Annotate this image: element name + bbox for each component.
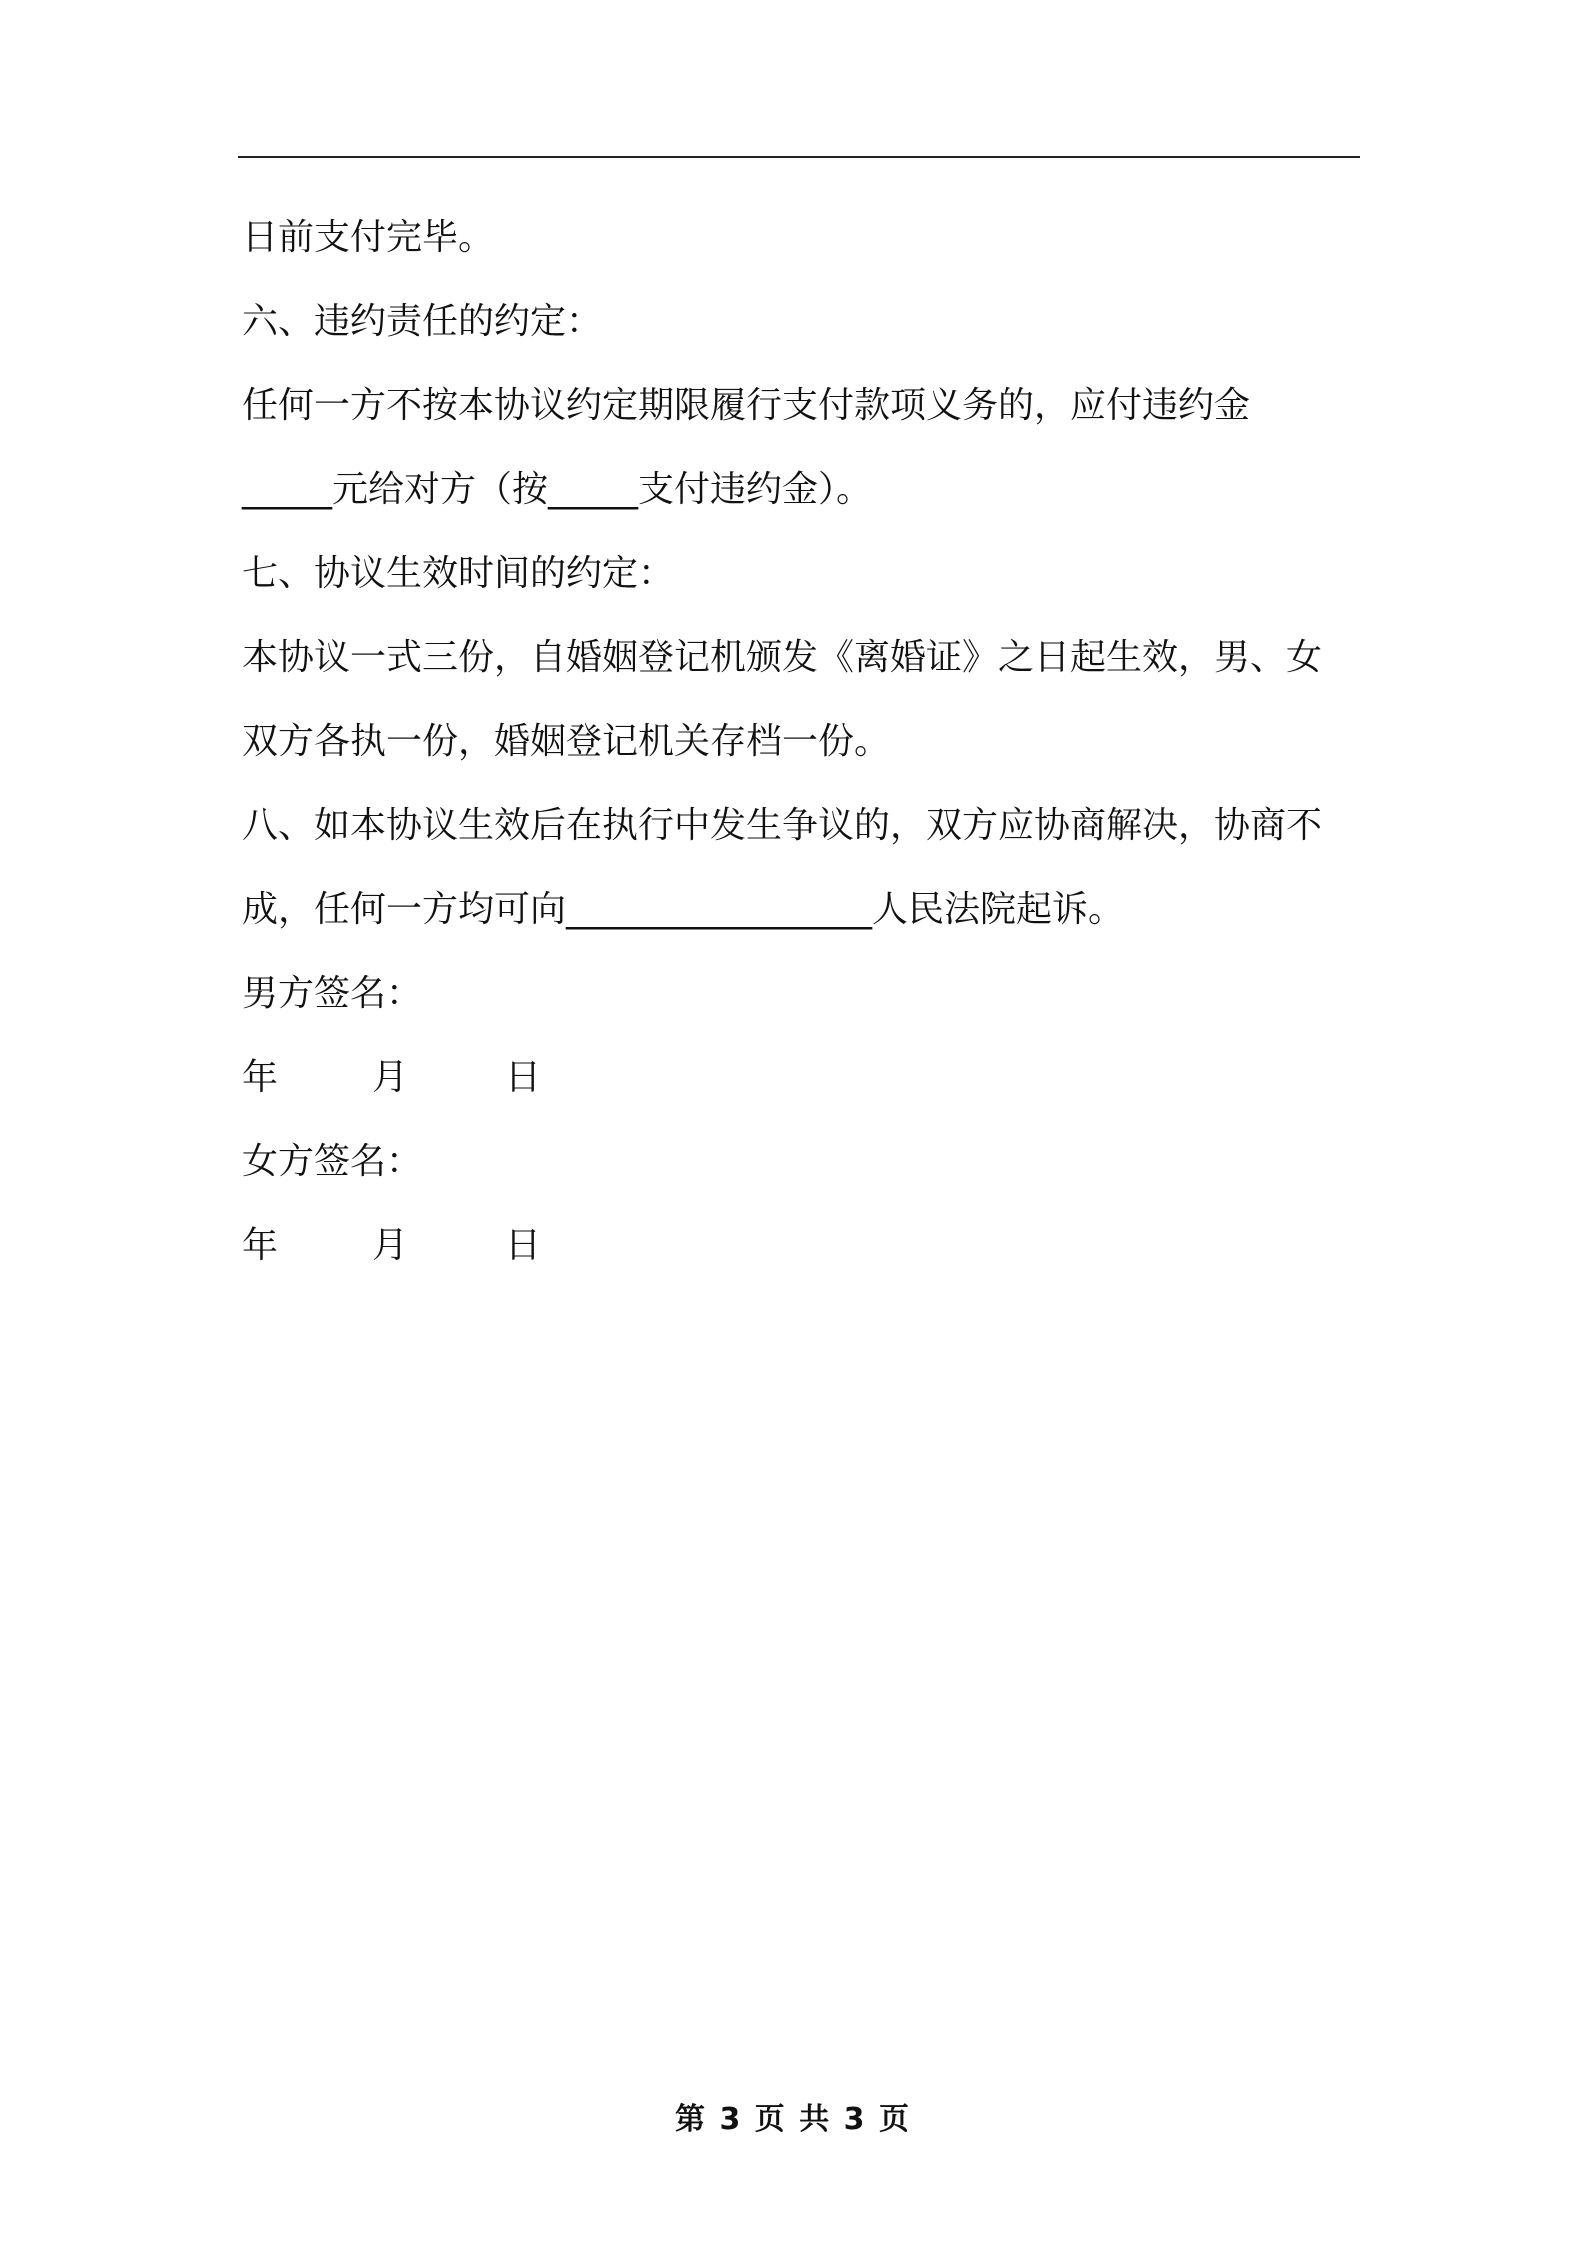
male-signature-label: 男方签名： [242, 973, 423, 1014]
female-date-row [242, 1204, 1362, 1288]
section-heading-effective: 七、协议生效时间的约定： [242, 553, 675, 594]
date-year: 年 [242, 1225, 279, 1266]
header-divider [238, 156, 1360, 158]
paragraph-line: 本协议一式三份，自婚姻登记机颁发《离婚证》之日起生效，男、女 [242, 637, 1323, 678]
paragraph-line: 成，任何一方均可向_________________人民法院起诉。 [242, 889, 1125, 930]
paragraph-line: _____元给对方（按_____支付违约金）。 [242, 469, 873, 510]
female-signature-label: 女方签名： [242, 1141, 423, 1182]
paragraph-line: 日前支付完毕。 [242, 217, 495, 258]
page-number: 第 3 页 共 3 页 [675, 2102, 911, 2137]
document-body [242, 196, 1362, 1288]
male-date-row [242, 1036, 1362, 1120]
paragraph-line: 双方各执一份，婚姻登记机关存档一份。 [242, 721, 891, 762]
paragraph-line: 任何一方不按本协议约定期限履行支付款项义务的，应付违约金 [242, 385, 1251, 426]
date-month: 月 [372, 1057, 409, 1098]
section-heading-breach: 六、违约责任的约定： [242, 301, 603, 342]
section-heading-dispute: 八、如本协议生效后在执行中发生争议的，双方应协商解决，协商不 [242, 805, 1323, 846]
date-month: 月 [372, 1225, 409, 1266]
date-year: 年 [242, 1057, 279, 1098]
date-day: 日 [505, 1057, 542, 1098]
date-day: 日 [505, 1225, 542, 1266]
